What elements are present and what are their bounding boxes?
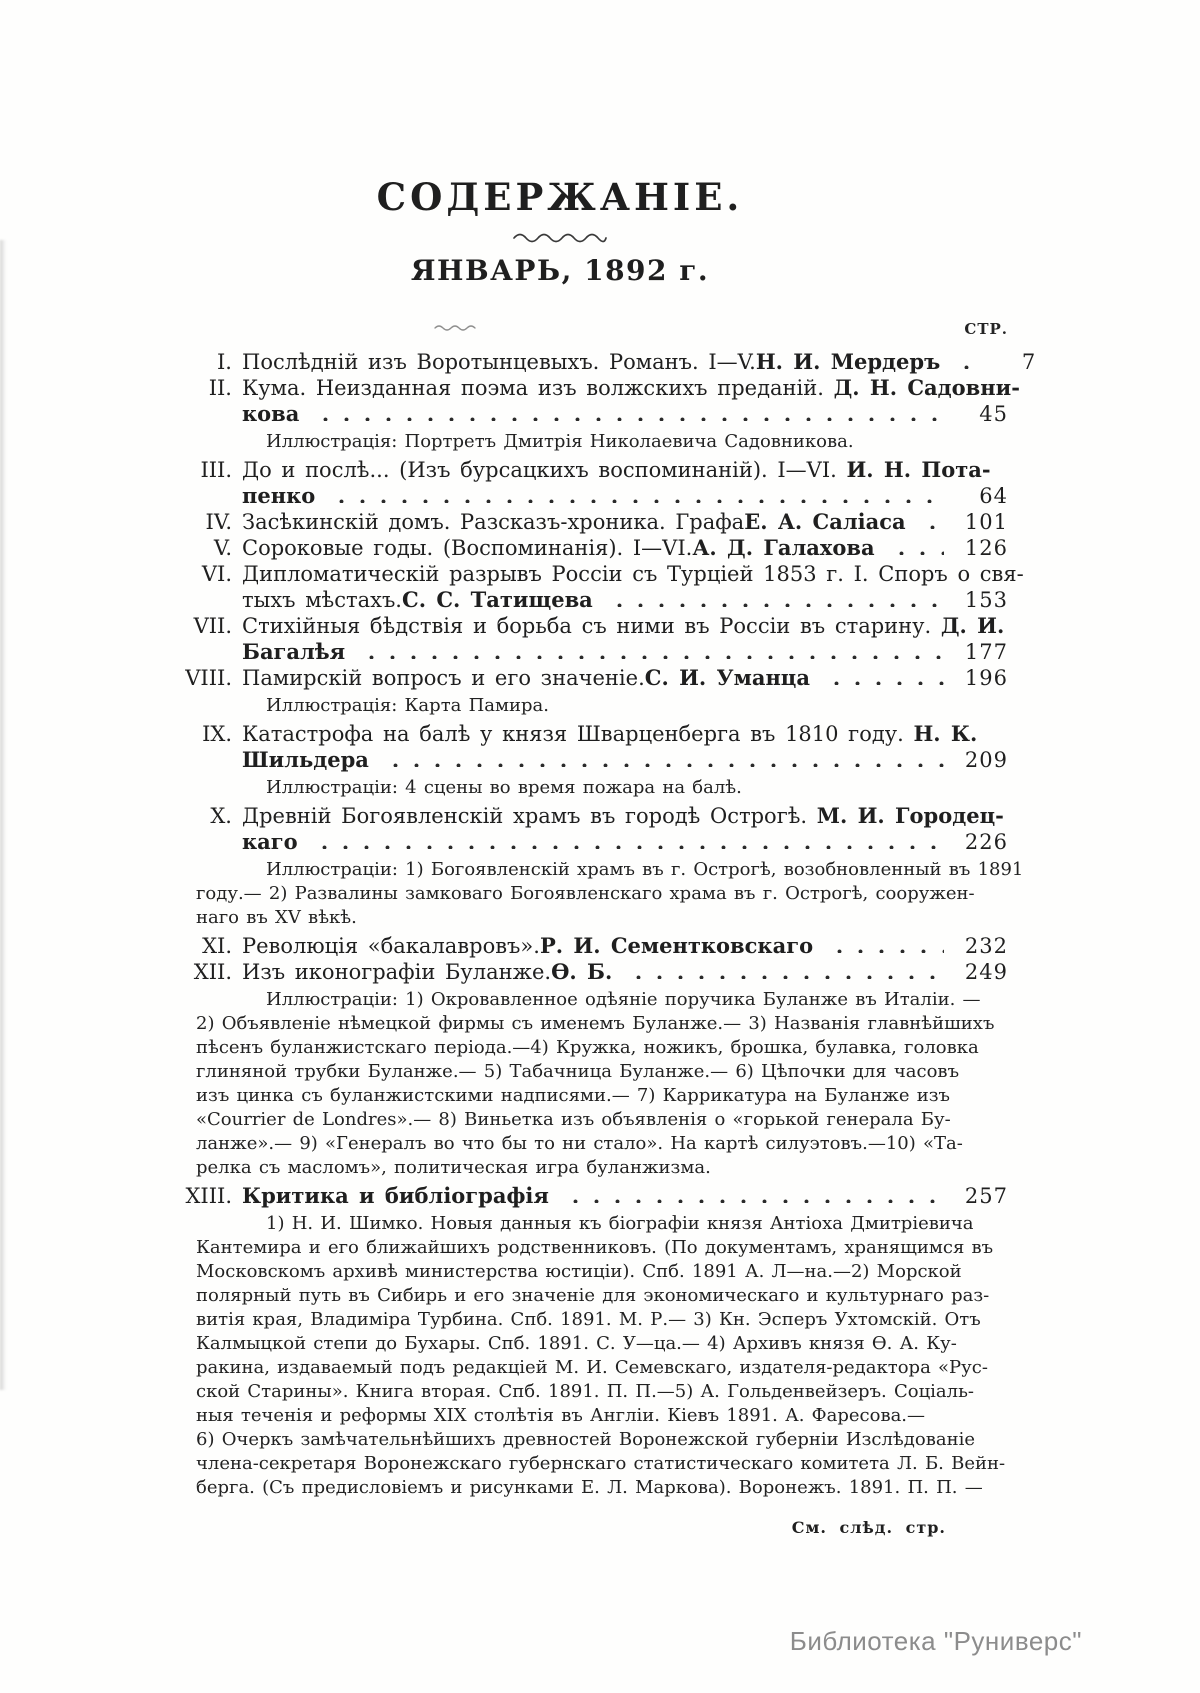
illustration-note-line: Московскомъ архивѣ министерства юстиціи). Спб. 1891 А. Л—на.—2) Морской [196, 1261, 962, 1282]
page-header [160, 176, 960, 286]
toc-entry-numeral: IV. [205, 510, 232, 534]
toc-entry-author: Н. И. Мердеръ [755, 349, 941, 374]
toc-entry-author: Е. А. Саліаса [744, 509, 906, 534]
toc-entry-numeral: II. [208, 376, 232, 400]
dot-leader [325, 498, 944, 503]
dot-leader [622, 974, 944, 979]
toc-entry-body [242, 457, 1008, 509]
toc-entry-author: И. Н. Пота- [846, 457, 991, 482]
illustration-note-line: глиняной трубки Буланже.— 5) Табачница Буланже.— 6) Цѣпочки для часовъ [196, 1061, 960, 1082]
toc-entry-author: пенко [242, 483, 316, 508]
toc-entry-numeral: XIII. [185, 1184, 232, 1208]
toc-entry-author: Д. Н. Садовни- [833, 375, 1020, 400]
illustration-note-line: релка съ масломъ», политическая игра буланжизма. [196, 1157, 711, 1178]
toc-entry-body [242, 959, 1008, 985]
toc-entry-line [242, 561, 1024, 587]
page-number: 209 [964, 748, 1008, 772]
page-content [160, 0, 1037, 1537]
toc-entry-author: С. С. Татищева [402, 587, 593, 612]
toc-entry-author: Багалѣя [242, 639, 346, 664]
illustration-note-line: изъ цинка съ буланжистскими надписями.— 7) Каррикатура на Буланже изъ [196, 1085, 950, 1106]
toc-entry-text: Засѣкинскій домъ. Разсказъ-хроника. Графа [242, 510, 745, 534]
toc-entry [160, 721, 1008, 773]
toc-entry-line [242, 587, 1008, 613]
toc-entry-numeral: XII. [193, 960, 232, 984]
page-number: 226 [964, 830, 1008, 854]
toc-entry-line [242, 375, 1020, 401]
toc-entry-text: До и послѣ... (Изъ бурсацкихъ воспоминаній). I—VI. [242, 458, 847, 482]
toc-entry-author: Шильдера [242, 747, 369, 772]
page-number: 7 [1021, 350, 1037, 374]
illustration-note-line: Иллюстраціи: 4 сцены во время пожара на балѣ. [266, 777, 742, 798]
toc-entry [160, 1183, 1008, 1209]
illustration-note-line: наго въ XV вѣкѣ. [196, 907, 357, 928]
wavy-divider-ornament [512, 231, 608, 243]
toc-entry-body [242, 535, 1008, 561]
dot-leader [885, 550, 944, 555]
toc-entry-line [242, 665, 1008, 691]
toc-entry-body [242, 803, 1008, 855]
illustration-note [196, 694, 946, 718]
page-number: 64 [979, 484, 1008, 508]
toc-entry-text: Изъ иконографіи Буланже. [242, 960, 552, 984]
toc-entry [160, 933, 1008, 959]
toc-entry-line [242, 509, 1008, 535]
toc-entry-body [242, 1183, 1008, 1209]
illustration-note-line: Иллюстраціи: 1) Богоявленскій храмъ въ г. Острогѣ, возобновленный въ 1891 [266, 859, 1024, 880]
toc-entry-body [242, 375, 1020, 427]
toc-entry-text: Древній Богоявленскій храмъ въ городѣ Острогѣ. [242, 804, 817, 828]
toc-entry-text: Послѣдній изъ Воротынцевыхъ. Романъ. I—V. [242, 350, 756, 374]
toc-entry-body [242, 665, 1008, 691]
toc-entry-text: Катастрофа на балѣ у князя Шварценберга въ 1810 году. [242, 722, 914, 746]
toc-entry-text: Дипломатическій разрывъ Россіи съ Турціей 1853 г. I. Споръ о свя- [242, 562, 1024, 586]
toc-entry-line [242, 829, 1008, 855]
illustration-note-line: ныя теченія и реформы XIX столѣтія въ Англіи. Кіевъ 1891. А. Фаресова.— [196, 1405, 926, 1426]
toc-entry [160, 959, 1008, 985]
dot-leader [559, 1198, 944, 1203]
toc-entry-numeral: III. [200, 458, 232, 482]
toc-entry-numeral: I. [217, 350, 232, 374]
illustration-note-line: ской Старины». Книга вторая. Спб. 1891. П. П.—5) А. Гольденвейзеръ. Соціаль- [196, 1381, 974, 1402]
toc-entry-numeral: XI. [202, 934, 232, 958]
illustration-note [196, 430, 946, 454]
illustration-note-line: году.— 2) Развалины замковаго Богоявленскаго храма въ г. Острогѣ, сооружен- [196, 883, 975, 904]
illustration-note-line: полярный путь въ Сибирь и его значеніе для экономическаго и культурнаго раз- [196, 1285, 990, 1306]
illustration-note-line: берга. (Съ предисловіемъ и рисунками Е. Л. Маркова). Воронежъ. 1891. П. П. — [196, 1477, 983, 1498]
toc-entry-text: Революція «бакалавровъ». [242, 934, 540, 958]
illustration-note-line: 1) Н. И. Шимко. Новыя данныя къ біографіи князя Антіоха Дмитріевича [266, 1213, 974, 1234]
illustration-note-line: ланже».— 9) «Генералъ во что бы то ни стало». На картѣ силуэтовъ.—10) «Та- [196, 1133, 963, 1154]
toc-entry-line [242, 1183, 1008, 1209]
toc-entry [160, 375, 1020, 427]
illustration-note-line: Кантемира и его ближайшихъ родственниковъ. (По документамъ, хранящимся въ [196, 1237, 994, 1258]
toc-entry-numeral: V. [213, 536, 232, 560]
toc-entry-body [242, 509, 1008, 535]
toc-entry-author: М. И. Городец- [816, 803, 1004, 828]
toc-entry-line [242, 721, 1008, 747]
toc-entry [160, 457, 1008, 509]
toc-entry-author: А. Д. Галахова [692, 535, 875, 560]
library-watermark: Библиотека "Руниверс" [789, 1626, 1082, 1656]
toc-entry-author: Н. К. [913, 721, 978, 746]
toc-entry-numeral: VII. [193, 614, 232, 638]
illustration-note-line: «Courrier de Londres».— 8) Виньетка изъ объявленія о «горькой генерала Бу- [196, 1109, 951, 1130]
toc-entry-body [242, 933, 1008, 959]
toc-entry-line [242, 747, 1008, 773]
pages-column-header: СТР. [964, 320, 1008, 338]
toc-entry-line [242, 535, 1008, 561]
page-number: 153 [964, 588, 1008, 612]
dot-leader [355, 654, 944, 659]
toc-entry-text: Сороковые годы. (Воспоминанія). I—VI. [242, 536, 693, 560]
toc-entry-author: Ѳ. Б. [551, 959, 613, 984]
pages-column-header-row [160, 318, 1008, 340]
page-number: 249 [964, 960, 1008, 984]
toc-entry-line [242, 457, 1008, 483]
illustration-note-line: Калмыцкой степи до Бухары. Спб. 1891. С. У—ца.— 4) Архивъ князя Ѳ. А. Ку- [196, 1333, 957, 1354]
toc-entry [160, 349, 1037, 375]
dot-leader [308, 844, 944, 849]
page-number: 126 [964, 536, 1008, 560]
toc-entry-text: Кума. Неизданная поэма изъ волжскихъ преданій. [242, 376, 834, 400]
illustration-note [196, 858, 1024, 930]
toc-entry-line [242, 401, 1008, 427]
toc-entry-text: Стихійныя бѣдствія и борьба съ ними въ Россіи въ старину. [242, 614, 941, 638]
dot-leader [603, 602, 944, 607]
illustration-note-line: 2) Объявленіе нѣмецкой фирмы съ именемъ Буланже.— 3) Названія главнѣйшихъ [196, 1013, 995, 1034]
page-number: 45 [979, 402, 1008, 426]
illustration-note-line: Иллюстрація: Карта Памира. [266, 695, 550, 716]
illustration-note-line: 6) Очеркъ замѣчательнѣйшихъ древностей Воронежской губерніи Изслѣдованіе [196, 1429, 975, 1450]
illustration-note-line: витія края, Владиміра Турбина. Спб. 1891. М. Р.— 3) Кн. Эсперъ Ухтомскій. Отъ [196, 1309, 981, 1330]
toc-entry-author: Р. И. Сементковскаго [539, 933, 814, 958]
page-number: 177 [964, 640, 1008, 664]
small-squiggle-ornament [433, 324, 477, 332]
table-of-contents [160, 349, 1037, 1500]
toc-entry-body [242, 349, 1037, 375]
illustration-note-line: Иллюстраціи: 1) Окровавленное одѣяніе поручика Буланже въ Италіи. — [266, 989, 981, 1010]
toc-entry [160, 535, 1008, 561]
page-number: 196 [964, 666, 1008, 690]
illustration-note-line: ракина, издаваемый подъ редакціей М. И. Семевскаго, издателя-редактора «Рус- [196, 1357, 988, 1378]
page-number: 232 [964, 934, 1008, 958]
dot-leader [916, 524, 944, 529]
toc-entry-numeral: X. [210, 804, 232, 828]
toc-entry-author: С. И. Уманца [644, 665, 810, 690]
page-number: 101 [964, 510, 1008, 534]
toc-entry [160, 613, 1008, 665]
toc-entry-author: Д. И. [940, 613, 1005, 638]
toc-entry-line [242, 933, 1008, 959]
toc-entry-author: каго [242, 829, 298, 854]
illustration-note-line: пѣсенъ буланжистскаго періода.—4) Кружка, ножикъ, брошка, булавка, головка [196, 1037, 979, 1058]
toc-entry-numeral: VI. [201, 562, 232, 586]
illustration-note [196, 988, 995, 1180]
toc-entry [160, 561, 1024, 613]
dot-leader [820, 680, 944, 685]
toc-entry-numeral: IX. [202, 722, 232, 746]
toc-entry-line [242, 639, 1008, 665]
page-title: СОДЕРЖАНІЕ. [376, 175, 744, 219]
illustration-note [196, 776, 946, 800]
dot-leader [823, 948, 944, 953]
toc-entry-text: тыхъ мѣстахъ. [242, 588, 402, 612]
toc-entry-line [242, 349, 1037, 375]
toc-entry [160, 665, 1008, 691]
toc-entry-line [242, 959, 1008, 985]
toc-entry-line [242, 483, 1008, 509]
toc-entry [160, 509, 1008, 535]
toc-entry-body [242, 721, 1008, 773]
toc-entry-numeral: VIII. [185, 666, 232, 690]
toc-entry-author: Критика и библіографія [242, 1183, 549, 1208]
toc-entry-body [242, 561, 1024, 613]
see-next-page-note: См. слѣд. стр. [791, 1518, 946, 1537]
dot-leader [309, 416, 944, 421]
toc-entry-line [242, 803, 1008, 829]
page-number: 257 [964, 1184, 1008, 1208]
illustration-note-line: Иллюстрація: Портретъ Дмитрія Николаевича Садовникова. [266, 431, 854, 452]
issue-title: ЯНВАРЬ, 1892 г. [410, 254, 710, 287]
toc-entry-line [242, 613, 1008, 639]
toc-entry [160, 803, 1008, 855]
toc-entry-text: Памирскій вопросъ и его значеніе. [242, 666, 645, 690]
illustration-note-line: члена-секретаря Воронежскаго губернскаго статистическаго комитета Л. Б. Вейн- [196, 1453, 1006, 1474]
dot-leader [950, 364, 972, 369]
toc-entry-author: кова [242, 401, 300, 426]
toc-entry-body [242, 613, 1008, 665]
dot-leader [379, 762, 944, 767]
illustration-note [196, 1212, 1006, 1500]
